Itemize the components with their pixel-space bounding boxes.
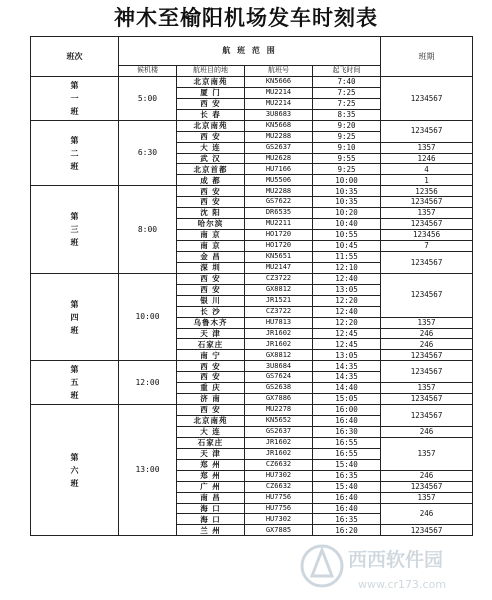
shift-cell	[31, 273, 119, 361]
schedule-days-cell: 246	[381, 426, 473, 437]
destination-cell: 南 京	[177, 241, 245, 252]
takeoff-time-cell: 12:40	[313, 306, 381, 317]
destination-cell: 重 庆	[177, 383, 245, 394]
takeoff-time-cell: 16:35	[313, 514, 381, 525]
flight-no-cell: JR1521	[245, 295, 313, 306]
shift-label-char: 班	[70, 325, 79, 335]
destination-cell: 天 津	[177, 448, 245, 459]
flight-no-cell: HO1720	[245, 241, 313, 252]
takeoff-time-cell: 11:55	[313, 251, 381, 262]
waiting-time-cell: 10:00	[119, 273, 177, 361]
flight-no-cell: GS2637	[245, 142, 313, 153]
takeoff-time-cell: 9:10	[313, 142, 381, 153]
table-row	[31, 361, 473, 372]
flight-no-cell: CZ6632	[245, 481, 313, 492]
takeoff-time-cell: 15:40	[313, 481, 381, 492]
schedule-days-cell: 1357	[381, 317, 473, 328]
shift-cell	[31, 405, 119, 536]
destination-cell: 北京南苑	[177, 76, 245, 87]
shift-label-char: 一	[70, 93, 79, 103]
destination-cell: 兰 州	[177, 525, 245, 536]
flight-no-cell: GX8812	[245, 284, 313, 295]
watermark-url: www.cr173.com	[358, 578, 447, 591]
schedule-days-cell: 4	[381, 164, 473, 175]
destination-cell: 乌鲁木齐	[177, 317, 245, 328]
flight-no-cell: CZ3722	[245, 306, 313, 317]
schedule-days-header: 班期	[381, 37, 473, 77]
destination-cell: 厦 门	[177, 87, 245, 98]
schedule-days-cell: 1234567	[381, 394, 473, 405]
flight-no-cell: HU7302	[245, 514, 313, 525]
takeoff-time-cell: 10:45	[313, 241, 381, 252]
shift-label-char: 第	[70, 135, 79, 145]
takeoff-time-cell: 15:40	[313, 459, 381, 470]
destination-cell: 长 春	[177, 109, 245, 120]
table-row	[31, 76, 473, 87]
schedule-days-cell: 7	[381, 241, 473, 252]
flight-no-cell: GX7886	[245, 394, 313, 405]
destination-cell: 济 南	[177, 394, 245, 405]
takeoff-time-cell: 8:35	[313, 109, 381, 120]
destination-cell: 西 安	[177, 361, 245, 372]
takeoff-time-cell: 12:40	[313, 273, 381, 284]
takeoff-time-cell: 7:25	[313, 98, 381, 109]
table-row	[31, 186, 473, 197]
destination-cell: 北京南苑	[177, 416, 245, 427]
takeoff-time-cell: 12:10	[313, 262, 381, 273]
schedule-days-cell: 1357	[381, 142, 473, 153]
takeoff-time-cell: 12:20	[313, 295, 381, 306]
flight-no-cell: MU2147	[245, 262, 313, 273]
destination-cell: 西 安	[177, 405, 245, 416]
flight-no-cell: DR6535	[245, 208, 313, 219]
destination-cell: 郑 州	[177, 459, 245, 470]
takeoff-time-cell: 16:55	[313, 437, 381, 448]
schedule-days-cell: 1234567	[381, 120, 473, 142]
flight-no-cell: KN5651	[245, 251, 313, 262]
flight-no-cell: MU2211	[245, 219, 313, 230]
takeoff-time-cell: 12:45	[313, 339, 381, 350]
table-row	[31, 120, 473, 131]
takeoff-time-cell: 16:55	[313, 448, 381, 459]
takeoff-time-cell: 7:40	[313, 76, 381, 87]
schedule-body	[31, 37, 473, 536]
takeoff-time-cell: 16:00	[313, 405, 381, 416]
schedule-days-cell: 1234567	[381, 361, 473, 383]
flight-no-cell: JR1602	[245, 448, 313, 459]
destination-cell: 成 都	[177, 175, 245, 186]
shift-label-char: 四	[70, 312, 79, 322]
schedule-days-cell: 1234567	[381, 350, 473, 361]
schedule-days-cell: 1234567	[381, 197, 473, 208]
shift-label-char: 第	[70, 365, 79, 375]
flight-no-cell: KN5652	[245, 416, 313, 427]
waiting-time-cell: 6:30	[119, 120, 177, 186]
schedule-days-cell: 1234567	[381, 251, 473, 273]
flight-no-cell: GS7624	[245, 372, 313, 383]
destination-cell: 武 汉	[177, 153, 245, 164]
flight-no-cell: JR1602	[245, 339, 313, 350]
schedule-days-cell: 1234567	[381, 273, 473, 317]
watermark-ring	[302, 546, 342, 586]
watermark-name: 西西软件园	[348, 549, 444, 571]
destination-cell: 西 安	[177, 186, 245, 197]
schedule-days-cell: 1	[381, 175, 473, 186]
destination-cell: 大 连	[177, 142, 245, 153]
flight-no-cell: HU7756	[245, 492, 313, 503]
takeoff-time-cell: 13:05	[313, 350, 381, 361]
destination-cell: 海 口	[177, 503, 245, 514]
destination-cell: 西 安	[177, 131, 245, 142]
takeoff-time-cell: 14:40	[313, 383, 381, 394]
takeoff-time-cell: 10:20	[313, 208, 381, 219]
flight-no-cell: GX7885	[245, 525, 313, 536]
shift-header: 班次	[31, 37, 119, 77]
destination-cell: 海 口	[177, 514, 245, 525]
flight-no-cell: HU7302	[245, 470, 313, 481]
flight-no-cell: CZ6632	[245, 459, 313, 470]
waiting-time-header: 候机楼	[119, 66, 177, 77]
takeoff-time-cell: 12:20	[313, 317, 381, 328]
takeoff-time-cell: 9:55	[313, 153, 381, 164]
destination-cell: 郑 州	[177, 470, 245, 481]
takeoff-time-cell: 16:40	[313, 503, 381, 514]
takeoff-time-cell: 9:25	[313, 131, 381, 142]
schedule-days-cell: 1357	[381, 383, 473, 394]
table-row	[31, 405, 473, 416]
schedule-days-cell: 12356	[381, 186, 473, 197]
schedule-days-cell: 246	[381, 328, 473, 339]
flight-range-header: 航 班 范 围	[119, 37, 381, 66]
flight-no-cell: GS2637	[245, 426, 313, 437]
destination-cell: 南 宁	[177, 350, 245, 361]
destination-cell: 南 京	[177, 230, 245, 241]
takeoff-time-cell: 16:40	[313, 416, 381, 427]
flight-no-cell: HU7756	[245, 503, 313, 514]
shift-label-char: 三	[70, 225, 79, 235]
takeoff-time-cell: 10:35	[313, 186, 381, 197]
shift-label-char: 二	[70, 148, 79, 158]
shift-cell	[31, 120, 119, 186]
takeoff-time-cell: 10:40	[313, 219, 381, 230]
schedule-days-cell: 1234567	[381, 405, 473, 427]
flight-no-cell: MU2214	[245, 98, 313, 109]
schedule-days-cell: 123456	[381, 230, 473, 241]
flight-no-cell: GX8812	[245, 350, 313, 361]
destination-cell: 银 川	[177, 295, 245, 306]
flight-no-cell: MU2288	[245, 186, 313, 197]
schedule-days-cell: 1234567	[381, 76, 473, 120]
destination-cell: 金 昌	[177, 251, 245, 262]
flight-no-cell: GS2638	[245, 383, 313, 394]
schedule-days-cell: 246	[381, 503, 473, 525]
watermark-logo	[300, 536, 490, 598]
flight-no-cell: GS7622	[245, 197, 313, 208]
shift-label-char: 第	[70, 452, 79, 462]
takeoff-time-cell: 10:55	[313, 230, 381, 241]
waiting-time-cell: 5:00	[119, 76, 177, 120]
flight-no-cell: HU7166	[245, 164, 313, 175]
flight-no-cell: MU2278	[245, 405, 313, 416]
destination-cell: 北京南苑	[177, 120, 245, 131]
shift-label-char: 班	[70, 391, 79, 401]
destination-cell: 哈尔滨	[177, 219, 245, 230]
takeoff-time-cell: 9:25	[313, 164, 381, 175]
schedule-days-cell: 1234567	[381, 525, 473, 536]
shift-cell	[31, 186, 119, 274]
shift-label-char: 第	[70, 299, 79, 309]
schedule-days-cell: 1246	[381, 153, 473, 164]
schedule-days-cell: 246	[381, 339, 473, 350]
takeoff-time-cell: 14:35	[313, 372, 381, 383]
flight-no-cell: JR1602	[245, 437, 313, 448]
destination-cell: 西 安	[177, 372, 245, 383]
takeoff-time-cell: 14:35	[313, 361, 381, 372]
destination-cell: 石家庄	[177, 339, 245, 350]
flight-no-cell: CZ3722	[245, 273, 313, 284]
flight-no-cell: MU2628	[245, 153, 313, 164]
flight-no-cell: 3U8684	[245, 361, 313, 372]
watermark-mark	[312, 550, 332, 576]
flight-no-cell: MU2288	[245, 131, 313, 142]
takeoff-time-cell: 13:05	[313, 284, 381, 295]
shift-label-char: 五	[70, 378, 79, 388]
takeoff-time-cell: 10:35	[313, 197, 381, 208]
takeoff-time-cell: 12:45	[313, 328, 381, 339]
flight-no-header: 航班号	[245, 66, 313, 77]
schedule-days-cell: 1234567	[381, 481, 473, 492]
destination-cell: 南 昌	[177, 492, 245, 503]
takeoff-time-cell: 16:20	[313, 525, 381, 536]
schedule-days-cell: 1357	[381, 492, 473, 503]
takeoff-header: 起飞时间	[313, 66, 381, 77]
destination-cell: 天 津	[177, 328, 245, 339]
waiting-time-cell: 12:00	[119, 361, 177, 405]
destination-cell: 西 安	[177, 197, 245, 208]
flight-no-cell: 3U8683	[245, 109, 313, 120]
takeoff-time-cell: 10:00	[313, 175, 381, 186]
shift-cell	[31, 76, 119, 120]
schedule-days-cell: 1357	[381, 208, 473, 219]
schedule-days-cell: 246	[381, 470, 473, 481]
waiting-time-cell: 8:00	[119, 186, 177, 274]
destination-cell: 西 安	[177, 273, 245, 284]
waiting-time-cell: 13:00	[119, 405, 177, 536]
destination-cell: 深 圳	[177, 262, 245, 273]
shift-label-char: 班	[70, 106, 79, 116]
takeoff-time-cell: 16:40	[313, 492, 381, 503]
flight-no-cell: MU5506	[245, 175, 313, 186]
destination-cell: 长 沙	[177, 306, 245, 317]
flight-no-cell: KN5668	[245, 120, 313, 131]
takeoff-time-cell: 9:20	[313, 120, 381, 131]
schedule-table	[30, 36, 473, 536]
takeoff-time-cell: 16:35	[313, 470, 381, 481]
shift-label-char: 班	[70, 478, 79, 488]
schedule-days-cell: 1357	[381, 437, 473, 470]
shift-label-char: 第	[70, 212, 79, 222]
destination-cell: 西 安	[177, 98, 245, 109]
flight-no-cell: HU7813	[245, 317, 313, 328]
takeoff-time-cell: 15:05	[313, 394, 381, 405]
shift-cell	[31, 361, 119, 405]
page-title: 神木至榆阳机场发车时刻表	[114, 5, 378, 30]
takeoff-time-cell: 16:30	[313, 426, 381, 437]
destination-cell: 广 州	[177, 481, 245, 492]
shift-label-char: 第	[70, 80, 79, 90]
shift-label-char: 班	[70, 161, 79, 171]
table-row	[31, 273, 473, 284]
shift-label-char: 六	[70, 465, 79, 475]
flight-no-cell: HO1720	[245, 230, 313, 241]
destination-cell: 石家庄	[177, 437, 245, 448]
destination-cell: 沈 阳	[177, 208, 245, 219]
flight-no-cell: KN5666	[245, 76, 313, 87]
destination-cell: 大 连	[177, 426, 245, 437]
header-row-main	[31, 37, 473, 66]
destination-header: 航班目的地	[177, 66, 245, 77]
flight-no-cell: JR1602	[245, 328, 313, 339]
takeoff-time-cell: 7:25	[313, 87, 381, 98]
schedule-days-cell: 1234567	[381, 219, 473, 230]
shift-label-char: 班	[70, 238, 79, 248]
destination-cell: 北京首都	[177, 164, 245, 175]
flight-no-cell: MU2214	[245, 87, 313, 98]
destination-cell: 西 安	[177, 284, 245, 295]
